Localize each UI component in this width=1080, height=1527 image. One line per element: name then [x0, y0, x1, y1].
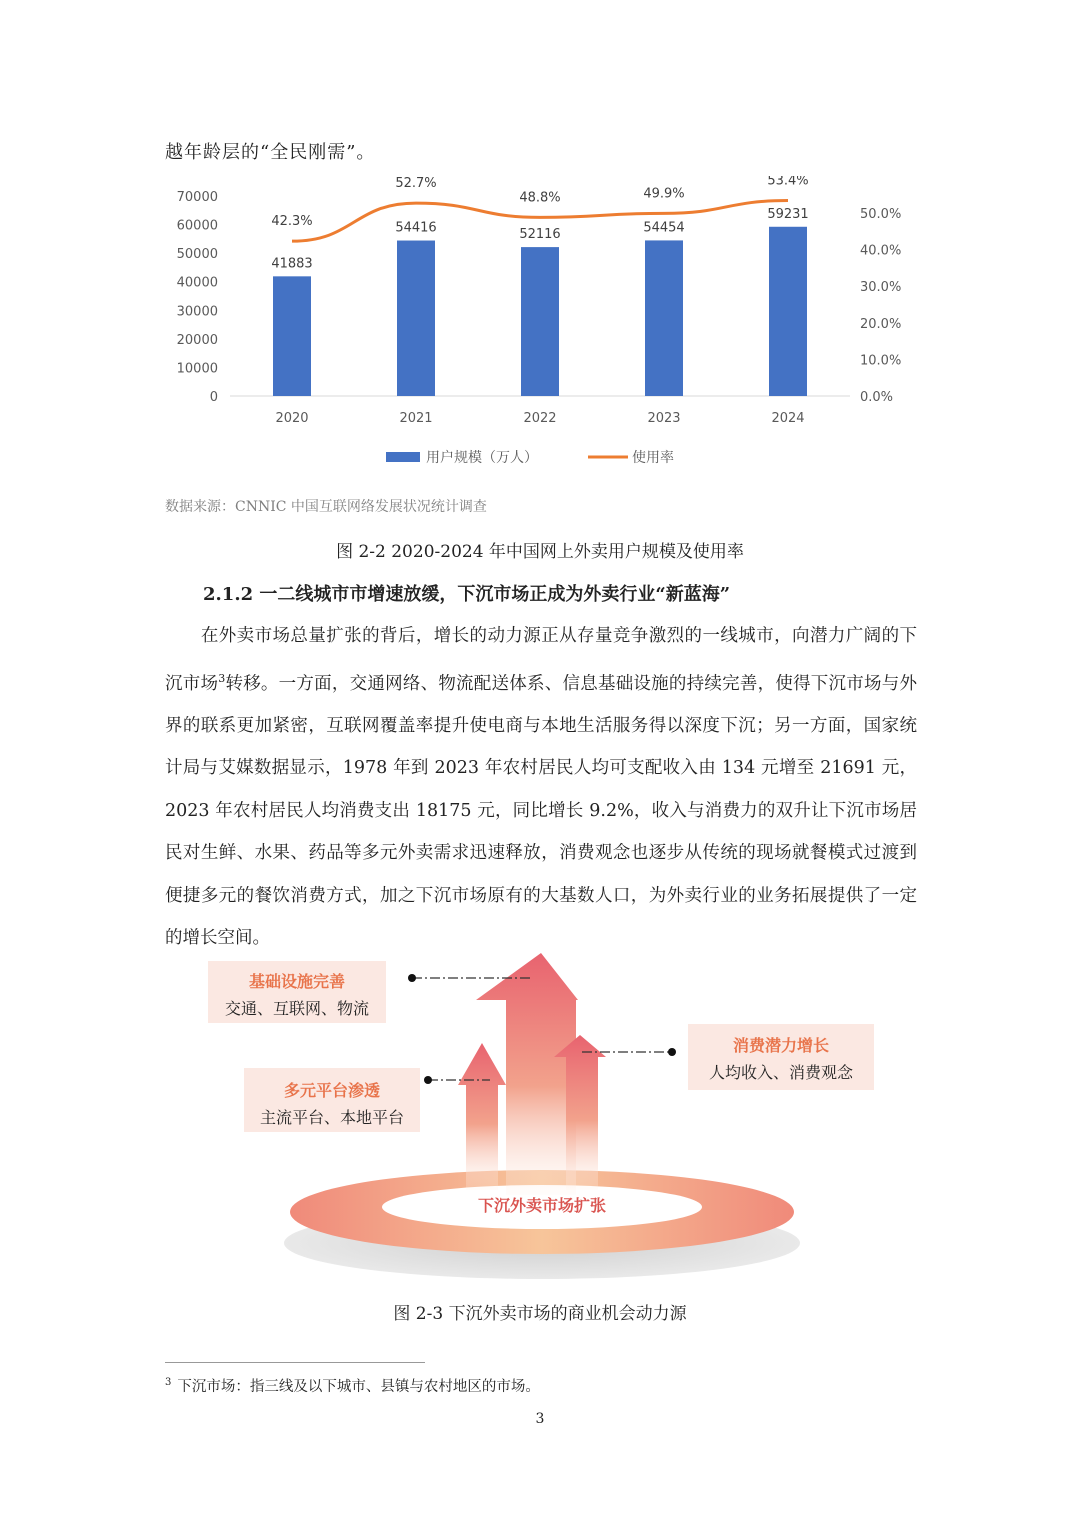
figure-caption-2-2: 图 2-2 2020-2024 年中国网上外卖用户规模及使用率: [336, 542, 744, 562]
connector-dot-consumption: [668, 1048, 676, 1056]
category-label: 2022: [523, 411, 557, 426]
left-tick-label: 50000: [176, 247, 218, 263]
line-value-label: 42.3%: [271, 214, 313, 230]
box-infrastructure: [208, 961, 386, 1023]
left-tick-label: 0: [209, 390, 218, 405]
line-value-label: 53.4%: [767, 176, 809, 189]
right-tick-label: 10.0%: [860, 353, 902, 369]
bar-value-label: 41883: [271, 256, 313, 272]
left-tick-label: 30000: [176, 304, 218, 320]
box-infrastructure-subtitle: 交通、互联网、物流: [224, 999, 370, 1018]
bar: [521, 247, 559, 396]
category-label: 2024: [771, 411, 805, 426]
center-label: 下沉外卖市场扩张: [477, 1196, 607, 1215]
section-heading: 2.1.2 一二线城市市增速放缓，下沉市场正成为外卖行业“新蓝海”: [203, 584, 731, 605]
left-tick-label: 40000: [176, 275, 218, 291]
body-paragraph: [165, 615, 917, 960]
bar: [769, 227, 807, 396]
paragraph-part-2: 转移。一方面，交通网络、物流配送体系、信息基础设施的持续完善，使得下沉市场与外界的联系更加紧密，互联网覆盖率提升使电商与本地生活服务得以深度下沉；另一方面，国家统计局与艾媒数据显示，1978 年到 2023 年农村居民人均可支配收入由 134 元增至 21691 元，2023 年农村居民人均消费支出 18175 元，同比增长 9.2%，收入与消费力的双升让下沉市场居民对生鲜、水果、药品等多元外卖需求迅速释放，消费观念也逐步从传统的现场就餐模式过渡到便捷多元的餐饮消费方式，加之下沉市场原有的大基数人口，为外卖行业的业务拓展提供了一定的增长空间。: [165, 673, 918, 949]
line-data-labels: [271, 176, 808, 229]
right-tick-label: 50.0%: [860, 207, 902, 222]
left-tick-label: 10000: [176, 361, 218, 377]
intro-line: 越年龄层的“全民刚需”。: [165, 142, 376, 163]
left-axis-ticks: [177, 190, 218, 405]
box-platform: [244, 1068, 420, 1132]
right-tick-label: 20.0%: [860, 316, 902, 332]
category-label: 2020: [275, 411, 309, 426]
category-label: 2021: [399, 411, 433, 426]
legend-line-label: 使用率: [632, 450, 674, 466]
connector-dot-infrastructure: [408, 974, 416, 982]
right-tick-label: 30.0%: [860, 280, 902, 296]
connector-dot-platform: [424, 1076, 432, 1084]
bar: [645, 240, 683, 396]
left-tick-label: 60000: [176, 218, 218, 234]
bar-value-label: 52116: [519, 227, 561, 243]
legend-bar-label: 用户规模（万人）: [426, 450, 538, 466]
paragraph-part-1: 在外卖市场总量扩张的背后，增长的动力源正从存量竞争激烈的一线城市，向潜力广阔的下沉市场: [165, 626, 918, 694]
user-scale-chart: [160, 176, 920, 486]
footnote-divider: [165, 1362, 425, 1363]
driver-diagram: [200, 945, 900, 1285]
bar-value-label: 54416: [395, 220, 437, 236]
footnote-text: 下沉市场：指三线及以下城市、县镇与农村地区的市场。: [177, 1379, 540, 1395]
box-consumption-title: 消费潜力增长: [732, 1036, 830, 1055]
line-value-label: 52.7%: [395, 176, 437, 192]
right-axis-ticks: [860, 207, 901, 405]
left-tick-label: 20000: [176, 332, 218, 348]
footnote: [165, 1375, 540, 1396]
bar-value-label: 54454: [643, 220, 685, 236]
box-consumption-subtitle: 人均收入、消费观念: [708, 1063, 854, 1082]
bar-series: [273, 227, 807, 396]
footnote-marker: 3: [165, 1377, 172, 1389]
box-consumption: [688, 1024, 874, 1090]
chart-legend: [386, 449, 674, 466]
bar: [397, 241, 435, 396]
box-platform-subtitle: 主流平台、本地平台: [259, 1108, 405, 1127]
footnote-ref: 3: [218, 671, 226, 685]
right-tick-label: 0.0%: [860, 390, 894, 405]
category-axis-ticks: [275, 411, 804, 426]
line-value-label: 48.8%: [519, 190, 561, 206]
category-label: 2023: [647, 411, 681, 426]
bar: [273, 276, 311, 396]
left-tick-label: 70000: [176, 190, 218, 205]
right-tick-label: 40.0%: [860, 243, 902, 259]
box-infrastructure-title: 基础设施完善: [248, 972, 346, 991]
box-platform-title: 多元平台渗透: [283, 1081, 381, 1100]
line-value-label: 49.9%: [643, 186, 685, 202]
figure-caption-2-3: 图 2-3 下沉外卖市场的商业机会动力源: [393, 1304, 687, 1324]
left-arrow: [458, 1043, 506, 1190]
source-note: 数据来源：CNNIC 中国互联网络发展状况统计调查: [165, 499, 487, 515]
legend-bar-swatch: [386, 452, 420, 462]
page-number: 3: [535, 1411, 545, 1427]
bar-value-label: 59231: [767, 206, 809, 222]
